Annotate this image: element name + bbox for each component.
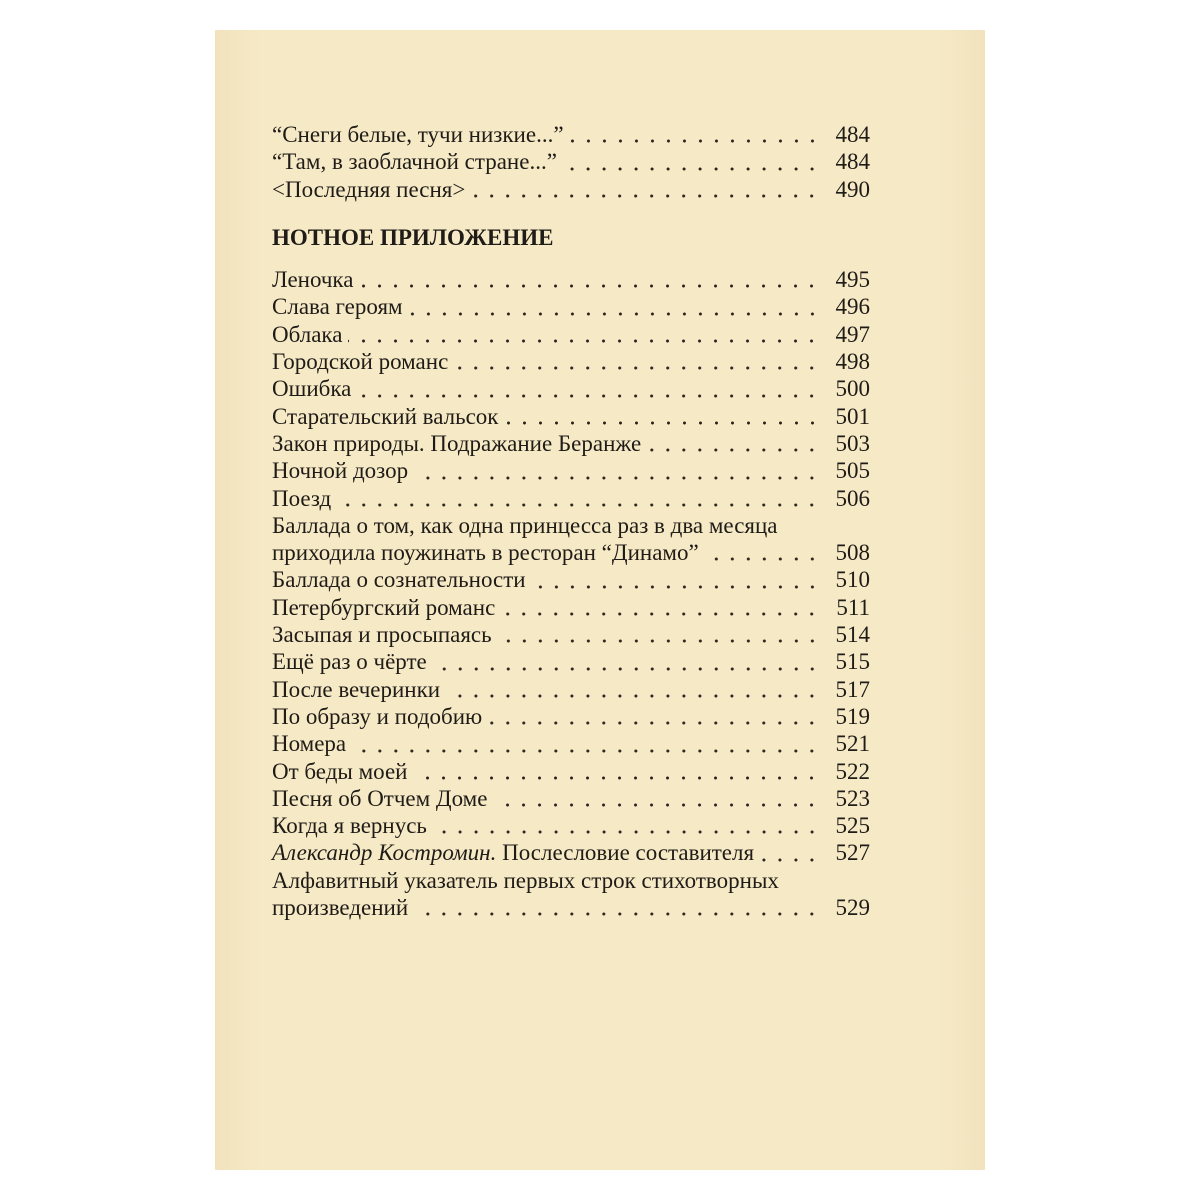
dot-leader	[433, 648, 824, 675]
toc-entry	[272, 375, 870, 402]
entry-title: Баллада о сознательности	[272, 567, 526, 593]
entry-title: Ночной дозор	[272, 458, 409, 484]
toc-entry-line-1	[272, 867, 870, 894]
entry-title: Слава героям	[272, 294, 403, 320]
toc-entry	[272, 758, 870, 785]
dot-leader	[446, 676, 824, 703]
toc-entry	[272, 266, 870, 293]
toc-entry	[272, 176, 870, 203]
page-number: 511	[836, 594, 870, 620]
page-number: 501	[835, 403, 870, 429]
page-number: 525	[835, 813, 870, 839]
dot-leader	[760, 839, 824, 866]
page-number: 495	[835, 267, 870, 293]
entry-title: Засыпая и просыпаясь	[272, 622, 492, 648]
page-number: 500	[835, 376, 870, 402]
entry-author: Александр Костромин.	[272, 840, 497, 866]
page-number: 484	[835, 149, 870, 175]
toc-entry-line-2	[272, 894, 870, 921]
dot-leader	[348, 321, 824, 348]
page-number: 523	[835, 785, 870, 811]
dot-leader	[498, 621, 824, 648]
toc-entry	[272, 730, 870, 757]
toc-entry	[272, 566, 870, 593]
toc-entry	[272, 676, 870, 703]
dot-leader	[505, 403, 825, 430]
dot-leader	[647, 430, 824, 457]
toc-entry	[272, 121, 870, 148]
entry-title: После вечеринки	[272, 676, 441, 702]
entry-title: Поезд	[272, 485, 332, 511]
entry-title: Старательский вальсок	[272, 403, 499, 429]
page-number: 496	[835, 294, 870, 320]
page-number: 508	[835, 540, 870, 566]
entry-title: Облака	[272, 321, 343, 347]
dot-leader	[352, 730, 824, 757]
entry-title: Закон природы. Подражание Беранже	[272, 430, 642, 456]
section-title: НОТНОЕ ПРИЛОЖЕНИЕ	[272, 224, 554, 250]
page-number: 521	[835, 731, 870, 757]
toc-entry	[272, 321, 870, 348]
table-of-contents	[272, 121, 870, 921]
dot-leader	[413, 758, 824, 785]
toc-entry	[272, 812, 870, 839]
dot-leader	[570, 121, 824, 148]
page-number: 527	[835, 840, 870, 866]
page-number: 490	[835, 176, 870, 202]
page-number: 510	[835, 567, 870, 593]
toc-entry-line-1	[272, 512, 870, 539]
entry-title: Когда я вернусь	[272, 813, 427, 839]
dot-leader	[409, 293, 824, 320]
page-number: 506	[835, 485, 870, 511]
page-number: 522	[835, 758, 870, 784]
toc-entry	[272, 785, 870, 812]
dot-leader	[563, 148, 824, 175]
toc-entry	[272, 430, 870, 457]
toc-entry	[272, 485, 870, 512]
dot-leader	[414, 457, 824, 484]
entry-title: Петербургский романс	[272, 594, 496, 620]
dot-leader	[433, 812, 824, 839]
page-number: 484	[835, 122, 870, 147]
toc-entry	[272, 703, 870, 730]
dot-leader	[532, 566, 824, 593]
entry-title: Ещё раз о чёрте	[272, 649, 427, 675]
entry-title: Алфавитный указатель первых строк стихотворных	[272, 867, 779, 893]
page-number: 529	[835, 895, 870, 921]
entry-title: Номера	[272, 731, 347, 757]
dot-leader	[488, 703, 824, 730]
entry-title: “Там, в заоблачной стране...”	[272, 149, 557, 175]
dot-leader	[471, 176, 824, 203]
page-number: 519	[835, 703, 870, 729]
entry-title: От беды моей	[272, 758, 408, 784]
toc-entry	[272, 594, 870, 621]
dot-leader	[359, 266, 824, 293]
page-number: 497	[835, 321, 870, 347]
toc-entry	[272, 648, 870, 675]
dot-leader	[501, 594, 824, 621]
toc-entry	[272, 621, 870, 648]
dot-leader	[454, 348, 824, 375]
page-number: 498	[835, 349, 870, 375]
dot-leader	[337, 485, 824, 512]
page-number: 503	[835, 430, 870, 456]
entry-title: “Снеги белые, тучи низкие...”	[272, 122, 564, 147]
entry-title: Послесловие составителя	[502, 840, 755, 866]
page-number: 515	[835, 649, 870, 675]
toc-entry	[272, 839, 870, 866]
entry-title: По образу и подобию	[272, 703, 483, 729]
page-number: 517	[835, 676, 870, 702]
entry-title: <Последняя песня>	[272, 176, 466, 202]
dot-leader	[705, 539, 824, 566]
entry-title: Ошибка	[272, 376, 352, 402]
toc-entry	[272, 348, 870, 375]
entry-title: Леночка	[272, 267, 354, 293]
page-number: 505	[835, 458, 870, 484]
entry-title-continued: произведений	[272, 895, 409, 921]
entry-title-continued: приходила поужинать в ресторан “Динамо”	[272, 540, 699, 566]
page-number: 514	[835, 622, 870, 648]
toc-entry-line-2	[272, 539, 870, 566]
toc-entry	[272, 457, 870, 484]
toc-entry	[272, 293, 870, 320]
entry-title: Песня об Отчем Доме	[272, 785, 488, 811]
toc-entry	[272, 403, 870, 430]
entry-title: Городской романс	[272, 349, 449, 375]
entry-title: Баллада о том, как одна принцесса раз в два месяца	[272, 512, 778, 538]
dot-leader	[493, 785, 824, 812]
dot-leader	[357, 375, 824, 402]
toc-entry	[272, 148, 870, 175]
dot-leader	[414, 894, 824, 921]
